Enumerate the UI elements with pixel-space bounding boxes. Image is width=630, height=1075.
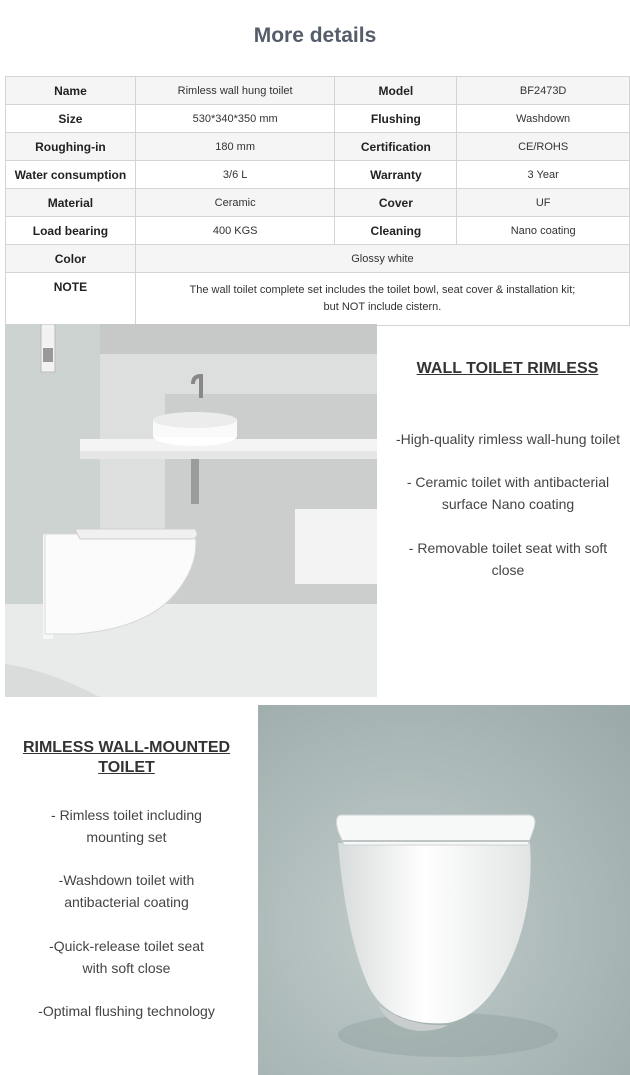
feature-bullet: -Optimal flushing technology	[38, 1003, 215, 1019]
bathroom-photo	[5, 324, 377, 697]
table-row	[6, 105, 630, 133]
section-heading: WALL TOILET RIMLESS	[416, 360, 599, 377]
spec-value: 3 Year	[457, 161, 630, 189]
bullet-line: - Ceramic toilet with antibacterial	[406, 474, 610, 490]
table-row	[6, 161, 630, 189]
feature-bullet: -High-quality rimless wall-hung toilet	[395, 431, 621, 447]
feature-bullet	[10, 869, 243, 913]
table-row	[6, 273, 630, 326]
bullet-line: mounting set	[86, 829, 167, 845]
spec-table	[5, 76, 630, 326]
toilet-illustration	[258, 705, 630, 1075]
spec-key: Cover	[335, 189, 457, 217]
spec-value: BF2473D	[457, 77, 630, 105]
spec-key: Certification	[335, 133, 457, 161]
spec-key: Color	[6, 245, 136, 273]
spec-value: 530*340*350 mm	[135, 105, 335, 133]
spec-key: NOTE	[6, 273, 136, 326]
table-row	[6, 217, 630, 245]
table-row	[6, 133, 630, 161]
note-line: The wall toilet complete set includes the toilet bowl, seat cover & installation kit;	[189, 284, 576, 296]
spec-value: CE/ROHS	[457, 133, 630, 161]
feature-bullet	[10, 935, 243, 979]
spec-value: UF	[457, 189, 630, 217]
section-heading	[10, 738, 243, 778]
heading-line: TOILET	[98, 759, 155, 776]
bullet-line: antibacterial coating	[64, 894, 189, 910]
table-row	[6, 189, 630, 217]
heading-line: RIMLESS WALL-MOUNTED	[22, 739, 231, 756]
spec-key: Cleaning	[335, 217, 457, 245]
feature-bullet	[390, 537, 626, 581]
bathroom-illustration	[5, 324, 377, 697]
bullet-line: close	[491, 562, 525, 578]
spec-value: Glossy white	[135, 245, 629, 273]
bullet-line: surface Nano coating	[441, 496, 575, 512]
spec-key: Water consumption	[6, 161, 136, 189]
table-row	[6, 245, 630, 273]
spec-value: 180 mm	[135, 133, 335, 161]
spec-key: Roughing-in	[6, 133, 136, 161]
note-text	[135, 273, 629, 326]
feature-bullet	[390, 471, 626, 515]
spec-key: Load bearing	[6, 217, 136, 245]
spec-key: Warranty	[335, 161, 457, 189]
bullet-line: - Rimless toilet including	[51, 807, 202, 823]
spec-value: 400 KGS	[135, 217, 335, 245]
bullet-line: - Removable toilet seat with soft	[408, 540, 608, 556]
spec-value: 3/6 L	[135, 161, 335, 189]
table-row	[6, 77, 630, 105]
toilet-photo	[258, 705, 630, 1075]
feature-bullet	[10, 804, 243, 848]
spec-key: Flushing	[335, 105, 457, 133]
spec-value: Rimless wall hung toilet	[135, 77, 335, 105]
page-title: More details	[253, 24, 377, 47]
spec-key: Model	[335, 77, 457, 105]
spec-key: Material	[6, 189, 136, 217]
spec-value: Nano coating	[457, 217, 630, 245]
note-line: but NOT include cistern.	[323, 301, 442, 313]
spec-key: Name	[6, 77, 136, 105]
spec-key: Size	[6, 105, 136, 133]
bullet-line: -Quick-release toilet seat	[49, 938, 204, 954]
spec-value: Washdown	[457, 105, 630, 133]
spec-value: Ceramic	[135, 189, 335, 217]
bullet-line: -Washdown toilet with	[58, 872, 195, 888]
bullet-line: with soft close	[82, 960, 171, 976]
